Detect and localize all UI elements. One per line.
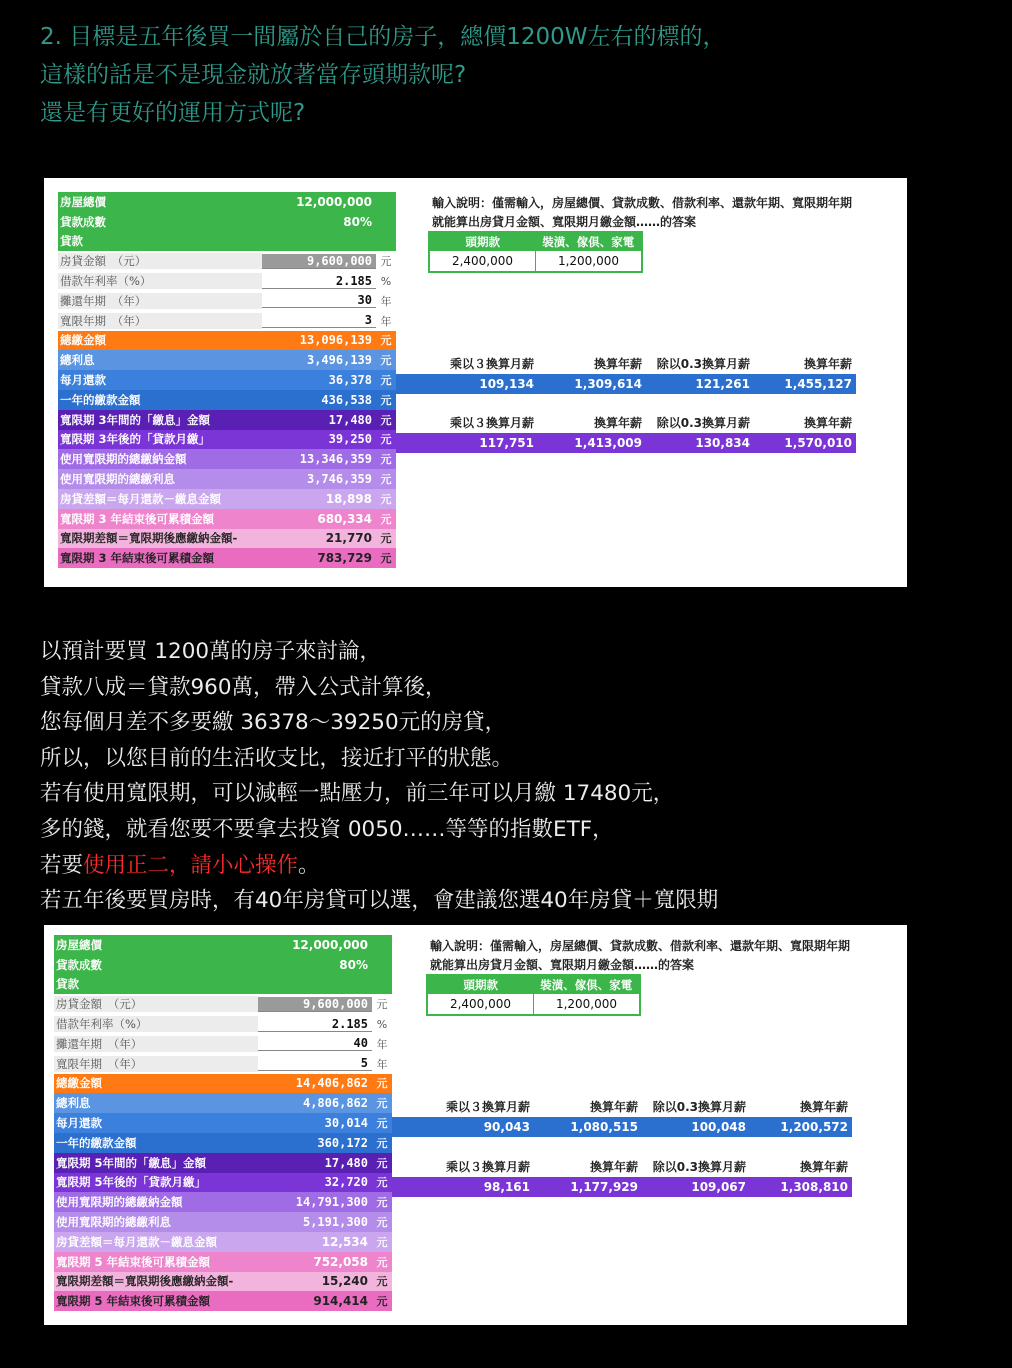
loan-calculator-screenshot-30yr — [44, 178, 907, 587]
salary-header-cell: 除以0.3換算月薪 — [652, 1160, 746, 1175]
row-value[interactable]: 9,600,000 — [262, 254, 376, 269]
answer-line: 您每個月差不多要繳 36378～39250元的房貸， — [40, 710, 507, 736]
row-label: 寬限年期 （年） — [58, 313, 262, 329]
row-value: 13,346,359 — [299, 452, 372, 467]
row-unit: 元 — [376, 1295, 388, 1309]
salary-header-cell: 換算年薪 — [589, 1160, 638, 1175]
row-value[interactable]: 5 — [258, 1056, 372, 1071]
salary-conversion-table — [392, 1097, 852, 1137]
table-row — [58, 509, 396, 529]
warning-suffix: 。 — [298, 852, 320, 878]
row-label: 使用寬限期的總繳利息 — [56, 1215, 171, 1230]
row-value: 21,770 — [325, 531, 372, 546]
row-unit: 元 — [380, 552, 392, 566]
table-row — [54, 955, 392, 975]
table-row — [58, 311, 396, 331]
table-row — [54, 1153, 392, 1173]
salary-value-cell: 109,134 — [479, 376, 534, 391]
row-value: 680,334 — [317, 511, 372, 526]
row-label: 借款年利率（%） — [58, 273, 262, 289]
table-row — [54, 1212, 392, 1232]
table-row — [54, 1232, 392, 1252]
row-value: 14,791,300 — [295, 1195, 368, 1210]
table-row — [54, 1272, 392, 1292]
row-label: 寬限期 3 年結束後可累積金額 — [60, 511, 215, 526]
row-value: 360,172 — [317, 1135, 368, 1150]
row-label: 借款年利率（%） — [54, 1016, 258, 1032]
row-value[interactable]: 40 — [258, 1036, 372, 1051]
salary-header-cell: 換算年薪 — [593, 357, 642, 372]
row-value: 4,806,862 — [302, 1096, 368, 1111]
row-label: 每月還款 — [56, 1116, 102, 1131]
instruction-line: 輸入說明：僅需輸入，房屋總價、貸款成數、借款利率、還款年期、寬限期年期 — [430, 939, 851, 953]
row-value: 752,058 — [313, 1254, 368, 1269]
salary-value-cell: 1,200,572 — [780, 1119, 848, 1134]
answer-line: 以預計要買 1200萬的房子來討論， — [40, 639, 382, 664]
row-label: 一年的繳款金額 — [56, 1135, 137, 1150]
row-value: 12,000,000 — [296, 194, 372, 209]
row-unit: 元 — [376, 1117, 388, 1131]
salary-conversion-header — [392, 1157, 852, 1177]
row-label: 總利息 — [60, 353, 95, 368]
row-label: 房貸金額 （元） — [54, 996, 258, 1012]
table-row — [54, 1014, 392, 1034]
row-label: 寬限期 5 年結束後可累積金額 — [56, 1254, 211, 1269]
down-payment-header-cell: 裝潢、傢俱、家電 — [534, 976, 640, 994]
row-unit: 元 — [376, 1275, 388, 1289]
row-unit: 元 — [376, 1196, 388, 1210]
table-row — [54, 1291, 392, 1311]
salary-value-cell: 100,048 — [691, 1119, 746, 1134]
salary-header-cell: 乘以３換算月薪 — [445, 1100, 530, 1115]
table-row — [54, 1192, 392, 1212]
salary-header-cell: 乘以３換算月薪 — [449, 357, 534, 372]
salary-header-cell: 乘以３換算月薪 — [449, 416, 534, 431]
row-unit: 元 — [380, 334, 392, 348]
instruction-line: 就能算出房貸月金額、寬限期月繳金額……的答案 — [430, 958, 695, 972]
salary-value-cell: 1,455,127 — [784, 376, 852, 391]
down-payment-header-cell: 裝潢、傢俱、家電 — [536, 233, 642, 251]
salary-value-cell: 1,413,009 — [574, 435, 642, 450]
down-payment-header-cell: 頭期款 — [430, 233, 536, 251]
salary-conversion-values — [396, 374, 856, 394]
row-unit: 元 — [376, 1255, 388, 1269]
row-label: 房貸差額＝每月還款－繳息金額 — [56, 1234, 217, 1249]
table-row — [54, 1054, 392, 1074]
table-row — [54, 975, 392, 995]
row-label: 使用寬限期的總繳利息 — [60, 472, 175, 487]
down-payment-header — [430, 233, 641, 251]
row-unit: 元 — [380, 532, 392, 546]
down-payment-header — [428, 976, 639, 994]
down-payment-header-cell: 頭期款 — [428, 976, 534, 994]
row-label: 攤還年期 （年） — [54, 1036, 258, 1052]
heading-line: 2. 目標是五年後買一間屬於自己的房子，總價1200W左右的標的， — [40, 24, 726, 50]
row-unit: % — [376, 275, 396, 288]
row-label: 房屋總價 — [56, 937, 102, 952]
row-unit: 元 — [380, 473, 392, 487]
loan-calculator-screenshot-40yr — [44, 925, 907, 1325]
salary-value-cell: 1,177,929 — [570, 1179, 638, 1194]
row-value: 14,406,862 — [295, 1076, 368, 1091]
salary-header-cell: 換算年薪 — [799, 1160, 848, 1175]
row-label: 寬限期 5年後的「貸款月繳」 — [56, 1175, 207, 1190]
salary-value-cell: 90,043 — [483, 1119, 530, 1134]
down-payment-table — [426, 974, 641, 1016]
row-value: 17,480 — [324, 1155, 368, 1170]
row-unit: 年 — [372, 1056, 392, 1072]
row-label: 房屋總價 — [60, 194, 106, 209]
salary-header-cell: 換算年薪 — [593, 416, 642, 431]
salary-conversion-header — [396, 354, 856, 374]
row-value: 39,250 — [328, 432, 372, 447]
row-unit: 元 — [380, 374, 392, 388]
salary-value-cell: 130,834 — [695, 435, 750, 450]
row-unit: 年 — [376, 313, 396, 329]
row-value: 12,000,000 — [292, 937, 368, 952]
row-value: 783,729 — [317, 551, 372, 566]
loan-input-table — [58, 192, 396, 568]
table-row — [54, 1173, 392, 1193]
salary-header-cell: 除以0.3換算月薪 — [656, 357, 750, 372]
salary-conversion-header — [396, 413, 856, 433]
table-row — [58, 390, 396, 410]
row-unit: 元 — [376, 1235, 388, 1249]
salary-value-cell: 1,309,614 — [574, 376, 642, 391]
down-payment-values — [428, 994, 639, 1014]
table-row — [58, 350, 396, 370]
salary-header-cell: 除以0.3換算月薪 — [652, 1100, 746, 1115]
salary-conversion-table — [396, 354, 856, 394]
salary-conversion-table — [396, 413, 856, 453]
row-unit: 元 — [376, 1077, 388, 1091]
salary-value-cell: 121,261 — [695, 376, 750, 391]
salary-conversion-table — [392, 1157, 852, 1197]
row-value[interactable]: 2.185 — [262, 274, 376, 289]
row-label: 總利息 — [56, 1096, 91, 1111]
row-label: 總繳金額 — [60, 333, 106, 348]
row-label: 寬限期差額＝寬限期後應繳納金額- — [60, 531, 238, 546]
warning-prefix: 若要 — [40, 852, 84, 878]
table-row — [58, 489, 396, 509]
row-unit: 元 — [380, 492, 392, 506]
row-label: 房貸金額 （元） — [58, 253, 262, 269]
salary-header-cell: 乘以３換算月薪 — [445, 1160, 530, 1175]
row-unit: 元 — [376, 1097, 388, 1111]
down-payment-value-cell: 2,400,000 — [428, 994, 534, 1014]
row-value: 13,096,139 — [299, 333, 372, 348]
row-value: 32,720 — [324, 1175, 368, 1190]
loan-input-table — [54, 935, 392, 1311]
row-value: 36,378 — [328, 373, 372, 388]
table-row — [58, 212, 396, 232]
table-row — [58, 370, 396, 390]
salary-conversion-header — [392, 1097, 852, 1117]
row-unit: 元 — [380, 413, 392, 427]
row-label: 房貸差額＝每月還款－繳息金額 — [60, 491, 221, 506]
instruction-line: 就能算出房貸月金額、寬限期月繳金額……的答案 — [432, 215, 697, 229]
salary-header-cell: 除以0.3換算月薪 — [656, 416, 750, 431]
row-value: 18,898 — [325, 491, 372, 506]
input-instructions — [430, 937, 850, 975]
row-label: 貸款 — [56, 977, 79, 992]
table-row — [58, 271, 396, 291]
down-payment-values — [430, 251, 641, 271]
table-row — [58, 232, 396, 252]
row-label: 總繳金額 — [56, 1076, 102, 1091]
answer-line: 若有使用寬限期，可以減輕一點壓力，前三年可以月繳 17480元， — [40, 781, 675, 807]
row-value: 80% — [343, 214, 372, 229]
row-value: 17,480 — [328, 412, 372, 427]
row-label: 寬限期 5年間的「繳息」金額 — [56, 1155, 207, 1170]
warning-highlight: 使用正二，請小心操作 — [83, 852, 299, 878]
question-heading — [40, 18, 990, 132]
row-label: 寬限期差額＝寬限期後應繳納金額- — [56, 1274, 234, 1289]
answer-paragraph — [40, 634, 990, 919]
table-row — [58, 251, 396, 271]
salary-value-cell: 109,067 — [691, 1179, 746, 1194]
salary-header-cell: 換算年薪 — [799, 1100, 848, 1115]
salary-value-cell: 1,570,010 — [784, 435, 852, 450]
row-unit: 年 — [372, 1036, 392, 1052]
table-row — [54, 935, 392, 955]
row-value[interactable]: 30 — [262, 293, 376, 308]
table-row — [54, 1074, 392, 1094]
down-payment-table — [428, 231, 643, 273]
row-unit: 元 — [376, 253, 396, 269]
row-value: 5,191,300 — [302, 1215, 368, 1230]
salary-value-cell: 117,751 — [479, 435, 534, 450]
salary-value-cell: 1,308,810 — [780, 1179, 848, 1194]
row-label: 寬限期 3年間的「繳息」金額 — [60, 412, 211, 427]
down-payment-value-cell: 2,400,000 — [430, 251, 536, 271]
row-value: 80% — [339, 957, 368, 972]
answer-line: 若五年後要買房時，有40年房貸可以選，會建議您選40年房貸＋寬限期 — [40, 888, 719, 914]
table-row — [58, 529, 396, 549]
answer-line-warning — [40, 848, 990, 884]
table-row — [58, 410, 396, 430]
table-row — [54, 1093, 392, 1113]
salary-header-cell: 換算年薪 — [803, 357, 852, 372]
table-row — [54, 1252, 392, 1272]
row-unit: 元 — [380, 354, 392, 368]
table-row — [58, 331, 396, 351]
row-label: 寬限期 5 年結束後可累積金額 — [56, 1294, 211, 1309]
row-value: 914,414 — [313, 1294, 368, 1309]
row-value: 436,538 — [321, 392, 372, 407]
answer-line: 所以，以您目前的生活收支比，接近打平的狀態。 — [40, 745, 514, 771]
heading-line: 這樣的話是不是現金就放著當存頭期款呢? — [40, 62, 467, 88]
row-value: 3,496,139 — [306, 353, 372, 368]
row-unit: 元 — [372, 996, 392, 1012]
salary-value-cell: 98,161 — [483, 1179, 530, 1194]
salary-conversion-values — [396, 433, 856, 453]
table-row — [58, 430, 396, 450]
table-row — [54, 1113, 392, 1133]
row-unit: % — [372, 1018, 392, 1031]
input-instructions — [432, 194, 852, 232]
row-value[interactable]: 3 — [262, 313, 376, 328]
down-payment-value-cell: 1,200,000 — [555, 997, 618, 1011]
row-value[interactable]: 2.185 — [258, 1017, 372, 1032]
salary-conversion-values — [392, 1117, 852, 1137]
row-unit: 元 — [376, 1136, 388, 1150]
row-label: 攤還年期 （年） — [58, 293, 262, 309]
row-label: 使用寬限期的總繳納金額 — [60, 452, 187, 467]
table-row — [58, 469, 396, 489]
row-value: 12,534 — [321, 1234, 368, 1249]
salary-value-cell: 1,080,515 — [570, 1119, 638, 1134]
row-label: 每月還款 — [60, 373, 106, 388]
row-value: 15,240 — [321, 1274, 368, 1289]
table-row — [58, 192, 396, 212]
down-payment-value-cell: 1,200,000 — [557, 254, 620, 268]
row-label: 貸款成數 — [56, 957, 102, 972]
salary-conversion-values — [392, 1177, 852, 1197]
table-row — [58, 548, 396, 568]
row-label: 貸款成數 — [60, 214, 106, 229]
row-unit: 元 — [376, 1216, 388, 1230]
row-label: 寬限年期 （年） — [54, 1056, 258, 1072]
row-unit: 元 — [380, 512, 392, 526]
table-row — [54, 1034, 392, 1054]
row-unit: 元 — [376, 1176, 388, 1190]
row-unit: 元 — [380, 393, 392, 407]
salary-header-cell: 換算年薪 — [803, 416, 852, 431]
row-unit: 元 — [380, 453, 392, 467]
row-value: 30,014 — [324, 1116, 368, 1131]
row-label: 寬限期 3 年結束後可累積金額 — [60, 551, 215, 566]
row-value[interactable]: 9,600,000 — [258, 997, 372, 1012]
row-label: 貸款 — [60, 234, 83, 249]
table-row — [54, 1133, 392, 1153]
row-unit: 年 — [376, 293, 396, 309]
row-label: 使用寬限期的總繳納金額 — [56, 1195, 183, 1210]
answer-line: 多的錢，就看您要不要拿去投資 0050……等等的指數ETF， — [40, 816, 614, 842]
row-label: 一年的繳款金額 — [60, 392, 141, 407]
answer-line: 貸款八成＝貸款960萬，帶入公式計算後， — [40, 674, 447, 700]
salary-header-cell: 換算年薪 — [589, 1100, 638, 1115]
row-unit: 元 — [380, 433, 392, 447]
table-row — [54, 994, 392, 1014]
row-unit: 元 — [376, 1156, 388, 1170]
instruction-line: 輸入說明：僅需輸入，房屋總價、貸款成數、借款利率、還款年期、寬限期年期 — [432, 196, 853, 210]
heading-line: 還是有更好的運用方式呢? — [40, 100, 306, 126]
table-row — [58, 449, 396, 469]
row-label: 寬限期 3年後的「貸款月繳」 — [60, 432, 211, 447]
row-value: 3,746,359 — [306, 472, 372, 487]
table-row — [58, 291, 396, 311]
